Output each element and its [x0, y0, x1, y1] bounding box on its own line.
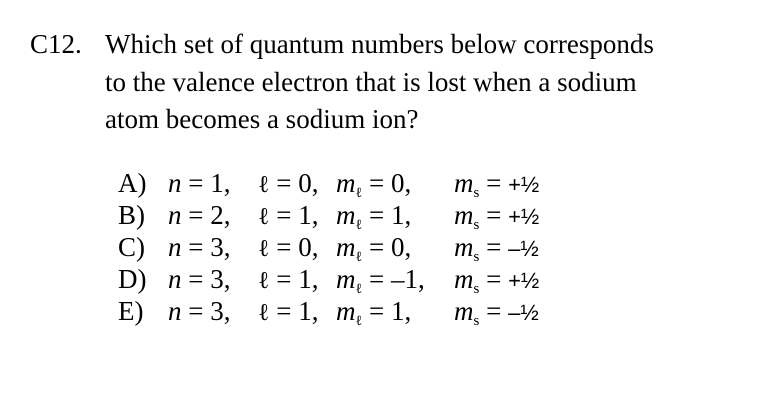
- l-value: 1,: [298, 264, 319, 294]
- question-stem: [105, 26, 755, 139]
- n-symbol: n: [168, 264, 182, 294]
- ms-value: –½: [508, 236, 539, 261]
- m-symbol: m: [336, 200, 356, 230]
- l-value: 0,: [298, 232, 319, 262]
- l-subscript: ℓ: [355, 281, 363, 297]
- question-stem-line: atom becomes a sodium ion?: [105, 104, 419, 134]
- ms-term: $m_s$ = –½: [454, 296, 539, 329]
- s-subscript: s: [473, 217, 480, 233]
- s-subscript: s: [473, 249, 480, 265]
- l-symbol: ℓ: [258, 234, 270, 262]
- ms-value: +½: [508, 172, 540, 197]
- m-symbol: m: [454, 200, 474, 230]
- l-subscript: ℓ: [355, 313, 363, 329]
- ms-term: $m_s$ = +½: [454, 264, 540, 297]
- l-subscript: ℓ: [355, 185, 363, 201]
- question-stem-line: to the valence electron that is lost when a sodium: [105, 66, 637, 97]
- ml-value: 1,: [390, 296, 412, 326]
- m-symbol: m: [454, 168, 474, 198]
- question-number: C12.: [30, 29, 82, 59]
- question-stem-line: Which set of quantum numbers below corresponds: [105, 29, 654, 59]
- ml-term: $m_\ell = 0$,: [336, 232, 412, 265]
- n-term: n = 2,: [168, 200, 231, 230]
- ml-value: 0,: [390, 168, 412, 198]
- l-term: ℓ = 0,: [258, 232, 319, 262]
- s-subscript: s: [473, 185, 480, 201]
- ms-value: +½: [508, 204, 540, 229]
- l-symbol: ℓ: [258, 298, 270, 326]
- l-subscript: ℓ: [355, 217, 363, 233]
- n-symbol: n: [168, 232, 182, 262]
- l-value: 1,: [298, 200, 319, 230]
- choice-letter: C): [118, 232, 145, 262]
- n-term: n = 3,: [168, 232, 231, 262]
- n-term: n = 3,: [168, 264, 231, 294]
- ml-term: $m_\ell = 1$,: [336, 200, 412, 233]
- s-subscript: s: [473, 281, 480, 297]
- ms-term: $m_s$ = +½: [454, 200, 540, 233]
- ms-value: –½: [508, 300, 539, 325]
- n-symbol: n: [168, 168, 182, 198]
- m-symbol: m: [454, 232, 474, 262]
- l-subscript: ℓ: [355, 249, 363, 265]
- choice-letter: E): [118, 296, 144, 326]
- l-term: ℓ = 0,: [258, 168, 319, 198]
- n-value: 3,: [210, 296, 231, 326]
- m-symbol: m: [454, 296, 474, 326]
- ml-value: –1,: [390, 264, 425, 294]
- ml-term: $m_\ell = 0$,: [336, 168, 412, 201]
- n-symbol: n: [168, 200, 182, 230]
- m-symbol: m: [336, 264, 356, 294]
- l-term: ℓ = 1,: [258, 200, 319, 230]
- m-symbol: m: [336, 168, 356, 198]
- n-value: 2,: [210, 200, 231, 230]
- n-value: 1,: [210, 168, 231, 198]
- ml-term: $m_\ell = 1$,: [336, 296, 412, 329]
- ml-value: 1,: [390, 200, 412, 230]
- ms-term: $m_s$ = +½: [454, 168, 540, 201]
- n-value: 3,: [210, 264, 231, 294]
- n-term: n = 1,: [168, 168, 231, 198]
- l-term: ℓ = 1,: [258, 296, 319, 326]
- n-term: n = 3,: [168, 296, 231, 326]
- n-symbol: n: [168, 296, 182, 326]
- l-symbol: ℓ: [258, 202, 270, 230]
- l-term: ℓ = 1,: [258, 264, 319, 294]
- choice-letter: D): [118, 264, 147, 294]
- ms-value: +½: [508, 268, 540, 293]
- l-value: 0,: [298, 168, 319, 198]
- n-value: 3,: [210, 232, 231, 262]
- ml-value: 0,: [390, 232, 412, 262]
- l-symbol: ℓ: [258, 266, 270, 294]
- l-value: 1,: [298, 296, 319, 326]
- choice-letter: A): [118, 168, 147, 198]
- m-symbol: m: [336, 232, 356, 262]
- choice-letter: B): [118, 200, 145, 230]
- ms-term: $m_s$ = –½: [454, 232, 539, 265]
- l-symbol: ℓ: [258, 170, 270, 198]
- ml-term: $m_\ell = -1$,: [336, 264, 425, 297]
- s-subscript: s: [473, 313, 480, 329]
- m-symbol: m: [336, 296, 356, 326]
- m-symbol: m: [454, 264, 474, 294]
